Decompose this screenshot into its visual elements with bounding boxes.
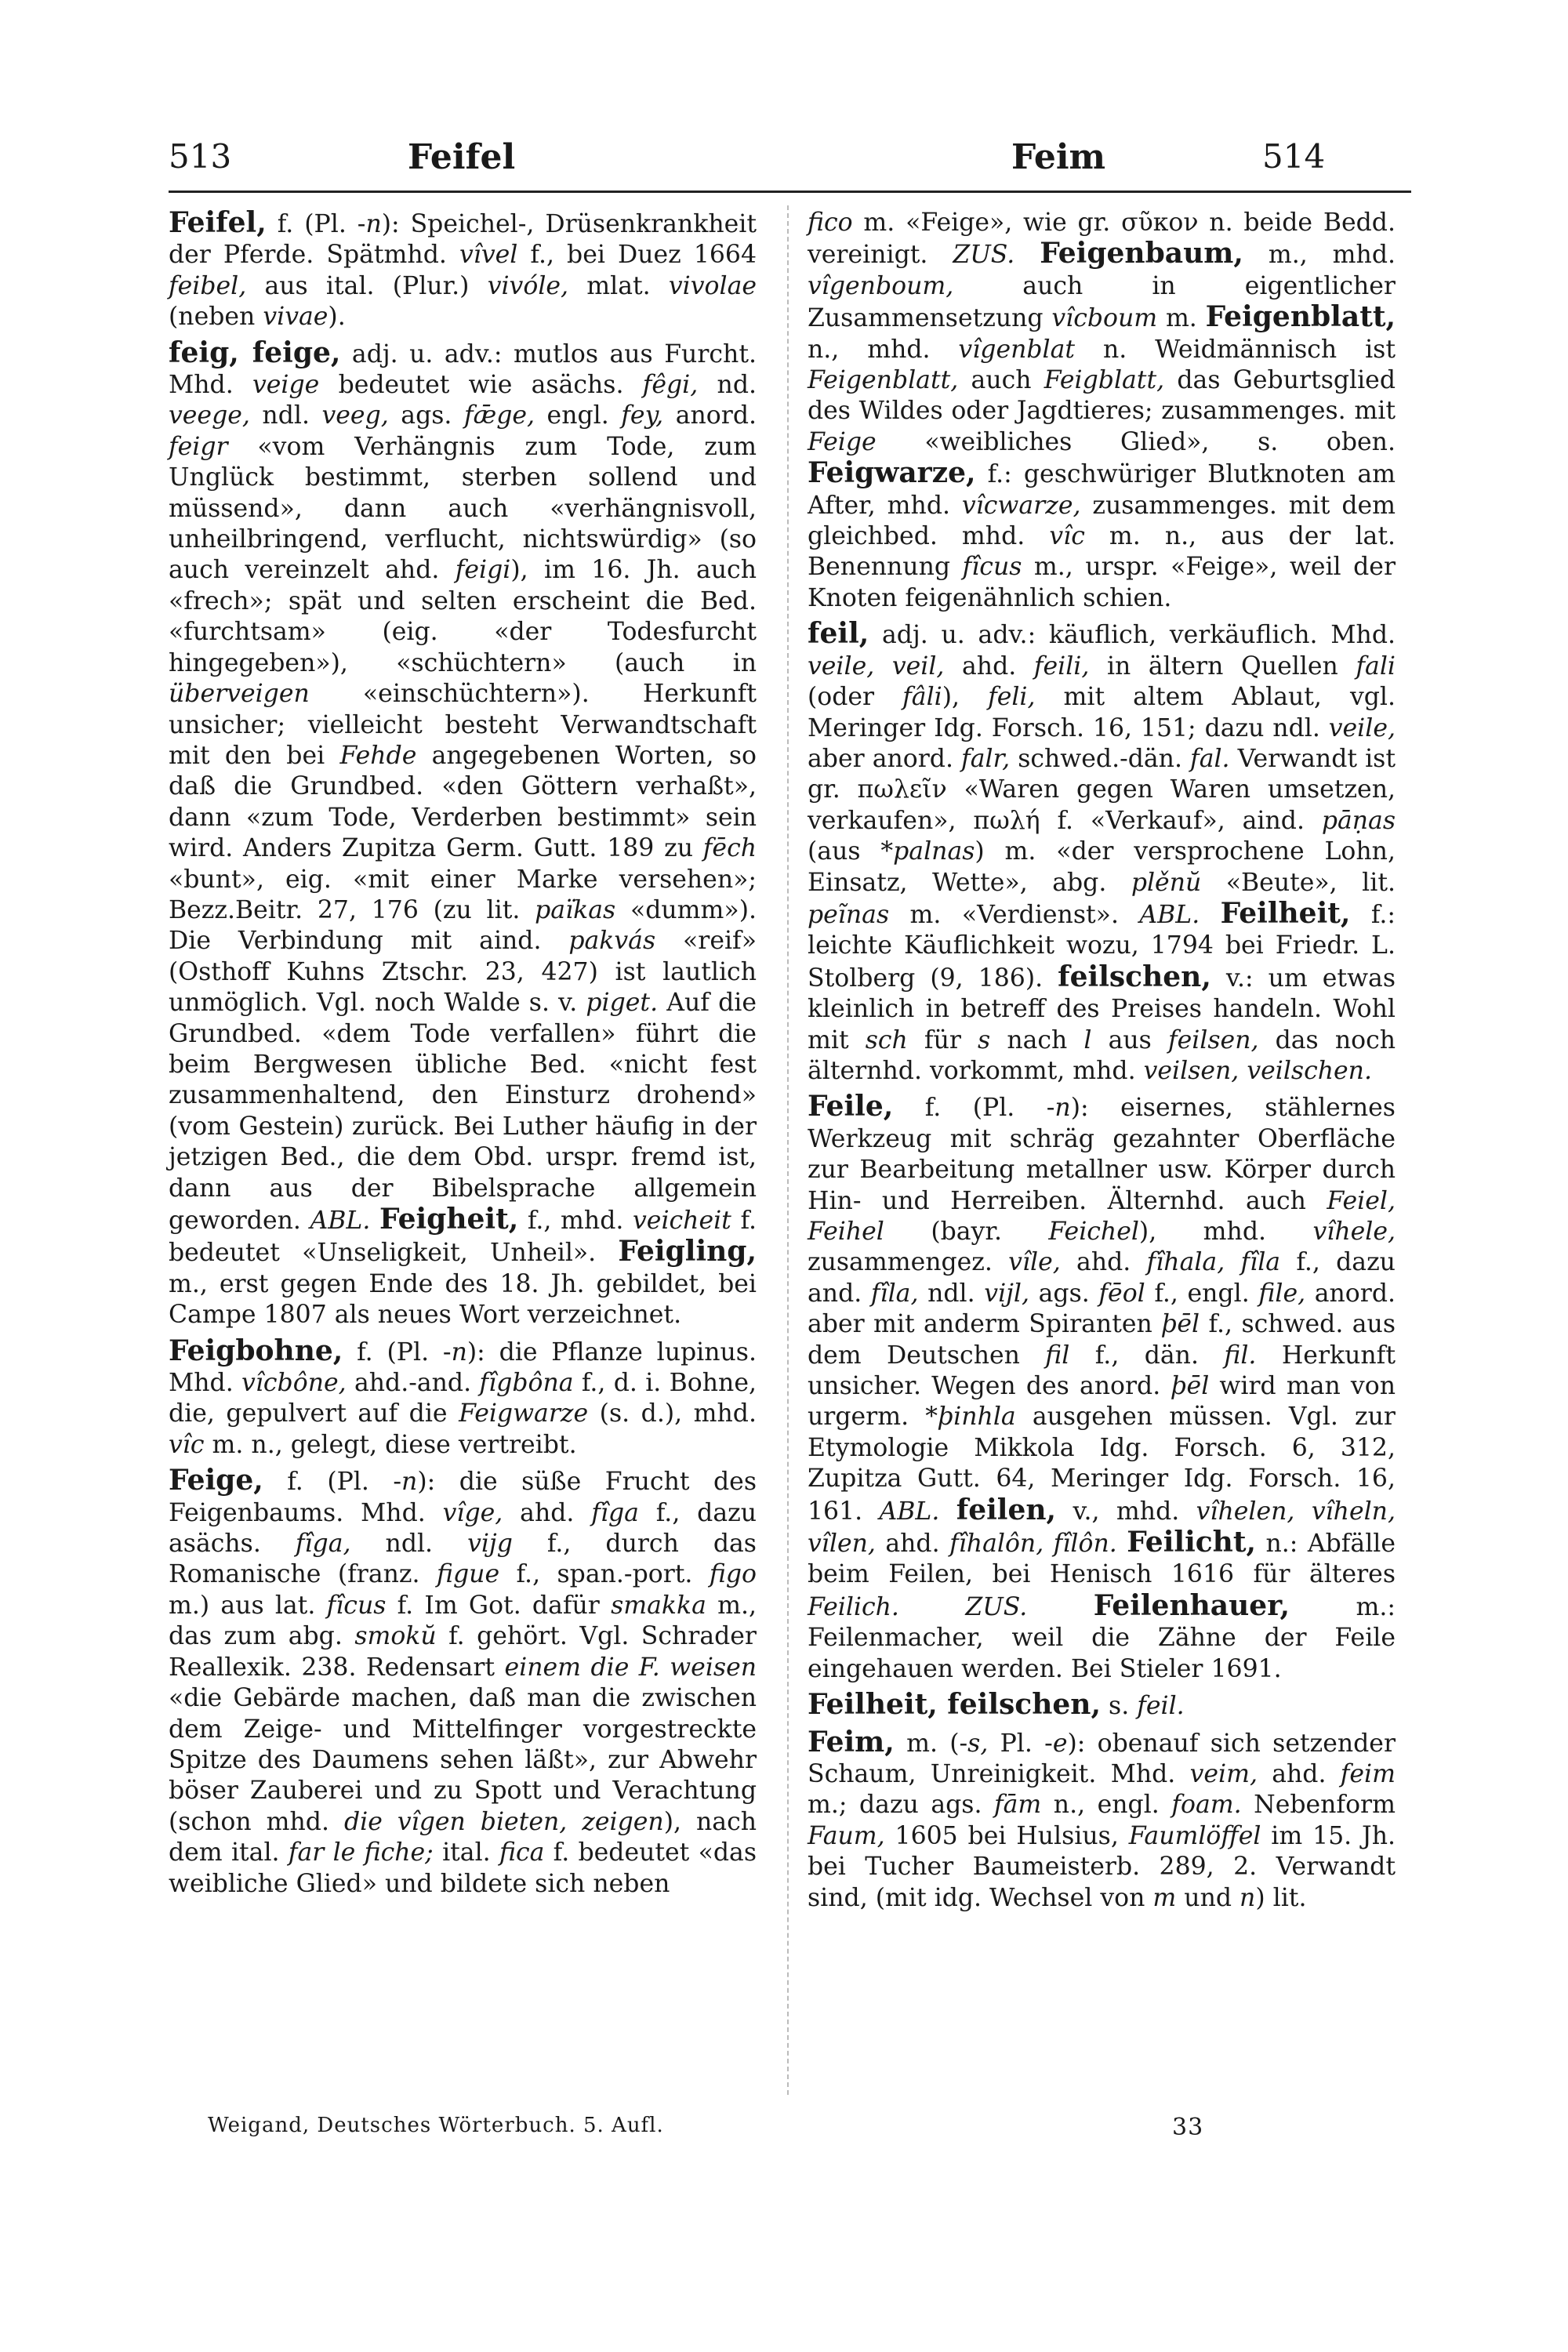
italic-form: feli, [988, 683, 1036, 712]
italic-form: sch [865, 1025, 908, 1054]
entry-text: «Beute», lit. [1201, 868, 1396, 897]
running-headword-left: Feifel [408, 137, 516, 177]
italic-form: pakvás [568, 927, 656, 956]
entry-text: mit altem Ablaut, vgl. Meringer Idg. Forsch. 16, 151; dazu ndl. [808, 683, 1396, 742]
italic-form: piget. [586, 989, 659, 1018]
entry-text: ags. [1029, 1279, 1099, 1308]
italic-form: veile, [1328, 713, 1396, 742]
entry-text: f. (Pl. - [893, 1094, 1055, 1123]
entry-text [370, 1207, 379, 1235]
entry-headword: feig, feige, [169, 336, 341, 369]
italic-form: s, [967, 1729, 989, 1758]
entry-text: f., durch das Romanische (franz. [169, 1530, 757, 1589]
italic-form: fîhala, fîla [1146, 1248, 1281, 1277]
entry-text: anord. [663, 401, 757, 430]
entry-text: f. bedeutet «das weibliche Glied» und bildete sich neben [169, 1838, 757, 1898]
entry-text: ndl. [350, 1530, 468, 1559]
entry-text: ), [942, 683, 989, 712]
italic-form: veicheit [633, 1207, 731, 1235]
entry-text: f., dazu and. [808, 1248, 1396, 1308]
entry-text: f.: geschwüriger Blutknoten am After, mhd. [808, 460, 1396, 520]
italic-form: vîge, [442, 1498, 503, 1527]
entry-text: ahd. [944, 652, 1034, 681]
italic-form: m [1152, 1883, 1177, 1912]
entry-text: m. (- [894, 1729, 968, 1758]
italic-form: fîgbôna [479, 1369, 574, 1398]
italic-form: fēol [1098, 1279, 1145, 1308]
italic-form: veege, [169, 401, 250, 430]
entry-text: m. «Feige», wie gr. σῦκον n. beide Bedd. vereinigt. [808, 209, 1396, 270]
italic-form: vîcboum [1051, 304, 1158, 333]
entry-headword: Feilenhauer, [1093, 1588, 1290, 1622]
italic-form: n [1240, 1883, 1256, 1912]
italic-form: ABL. [1139, 900, 1200, 929]
entry-text: Verwandt ist gr. πωλεῖν «Waren gegen Waren umsetzen, verkaufen», πωλή f. «Verkauf», aind. [808, 744, 1396, 835]
entry-text: aus [1091, 1025, 1168, 1054]
entry-text: f. (Pl. - [343, 1338, 452, 1367]
entry-text: f., schwed. aus dem Deutschen [808, 1310, 1396, 1370]
italic-form: feim [1340, 1759, 1396, 1788]
entry-text: ausgehen müssen. Vgl. zur Etymologie Mikkola Idg. Forsch. 6, 312, Zupitza Gutt. 64, Meringer Idg. Forsch. 16, 161. [808, 1403, 1396, 1526]
italic-form: fǣge, [463, 401, 535, 430]
italic-form: vîc [169, 1430, 205, 1459]
italic-form: vîhele, [1312, 1218, 1396, 1246]
entry-text: m., das zum abg. [169, 1591, 757, 1651]
italic-form: Feilich. [808, 1592, 899, 1621]
entry-text: «reif» (Osthoff Kuhns Ztschr. 23, 427) ist lautlich unmöglich. Vgl. noch Walde s. v. [169, 927, 757, 1018]
entry-text: ahd. [1257, 1759, 1341, 1788]
italic-form: Feige [808, 427, 877, 456]
column-divider [787, 205, 789, 2095]
entry-text: f., d. i. Bohne, die, gepulvert auf die [169, 1369, 757, 1428]
italic-form: feibel, [169, 271, 247, 300]
footer-citation: Weigand, Deutsches Wörterbuch. 5. Aufl. [208, 2114, 664, 2137]
entry-text: ), im 16. Jh. auch «frech»; spät und selten erscheint die Bed. «furchtsam» (eig. «der Todesfurcht hingegeben»), «schüchtern» (auch in [169, 556, 757, 677]
italic-form: vivóle, [487, 271, 569, 300]
page-number-left: 513 [169, 137, 232, 176]
italic-form: feil. [1137, 1692, 1185, 1721]
entry-text: ), nach dem ital. [169, 1807, 757, 1867]
italic-form: plěnŭ [1131, 868, 1202, 897]
signature-number: 33 [1172, 2114, 1204, 2141]
entry-text: f. (Pl. - [263, 1468, 402, 1497]
italic-form: n [401, 1468, 418, 1497]
entry-text: f. gehört. Vgl. Schrader Reallexik. 238. Redensart [169, 1622, 757, 1682]
entry-text: f. bedeutet «Unseligkeit, Unheil». [169, 1207, 757, 1268]
entry-text: Auf die Grundbed. «dem Tode verfallen» führt die beim Bergwesen übliche Bed. «nicht fest zusammenhaltend, den Einsturz drohend» (vom Gestein) zurück. Bei Luther häufig in der jetzigen Bed., die dem Obd. urspr. fremd ist, dann aus der Bibelsprache allgemein geworden. [169, 989, 757, 1235]
entry-text: mlat. [568, 271, 669, 300]
italic-form: falr, [961, 744, 1011, 773]
italic-form: fica [499, 1838, 545, 1867]
entry-text: ): die süße Frucht des Feigenbaums. Mhd. [169, 1468, 757, 1527]
entry-headword: Feilheit, [1220, 896, 1351, 930]
italic-form: Faum, [808, 1821, 885, 1850]
entry-headword: Feim, [808, 1725, 895, 1759]
entry-text: m. n., aus der lat. Benennung [808, 522, 1396, 582]
italic-form: ABL. [879, 1497, 940, 1526]
entry-text: in ältern Quellen [1089, 652, 1356, 681]
entry-text: im 15. Jh. bei Tucher Baumeisterb. 289, 2. Verwandt sind, (mit idg. Wechsel von [808, 1821, 1396, 1912]
entry-text: ): die Pflanze lupinus. Mhd. [169, 1338, 757, 1398]
italic-form: vivolae [668, 271, 757, 300]
italic-form: fâli [902, 683, 942, 712]
entry-text: das noch älternhd. vorkommt, mhd. [808, 1025, 1396, 1085]
italic-form: die vîgen bieten, zeigen [343, 1807, 664, 1836]
italic-form: Feiel, Feihel [808, 1186, 1396, 1246]
entry-text: f., engl. [1145, 1279, 1259, 1308]
italic-form: fîcus [326, 1591, 387, 1620]
running-headword-right: Feim [1011, 137, 1106, 177]
entry-text: ahd. [875, 1530, 950, 1559]
italic-form: n [365, 210, 382, 238]
entry-headword: Feigbohne, [169, 1334, 343, 1367]
entry-text: v., mhd. [1056, 1497, 1196, 1526]
entry-text: m. «Verdienst». [889, 900, 1140, 929]
italic-form: überveigen [169, 680, 310, 709]
entry-text: aber anord. [808, 744, 962, 773]
entry-headword: feilen, [956, 1493, 1057, 1526]
entry-text: f., dän. [1069, 1341, 1225, 1370]
italic-form: vîcbône, [241, 1369, 347, 1398]
entry-text: ndl. [249, 401, 322, 430]
entry-text: Nebenform [1241, 1791, 1396, 1820]
entry-text: bedeutet wie asächs. [319, 371, 643, 400]
italic-form: far le fiche; [288, 1838, 434, 1867]
italic-form: fêgi, [642, 371, 699, 400]
entry-text: zusammengez. [808, 1248, 1009, 1277]
entry-text [899, 1593, 965, 1621]
entry-text: ags. [388, 401, 464, 430]
entry-text: ahd. [1060, 1248, 1147, 1277]
italic-form: vijl, [984, 1279, 1030, 1308]
entry-text: auch [958, 366, 1044, 395]
entry-text [939, 1497, 956, 1526]
italic-form: n [451, 1338, 467, 1367]
italic-form: païkas [535, 895, 616, 924]
entry-text: m. n., gelegt, diese vertreibt. [204, 1430, 577, 1459]
entry-text: v.: um etwas kleinlich in betreff des Preises handeln. Wohl mit [808, 964, 1396, 1054]
entry-text: nach [990, 1025, 1084, 1054]
entry-text: ital. [433, 1838, 499, 1867]
italic-form: s [978, 1025, 991, 1054]
italic-form: l [1083, 1025, 1092, 1054]
entry-headword: feil, [808, 617, 869, 651]
entry-text: engl. [535, 401, 622, 430]
italic-form: vîle, [1008, 1248, 1061, 1277]
entry-text: (neben [169, 303, 263, 332]
italic-form: figue [436, 1560, 500, 1589]
entry-headword: Feile, [808, 1090, 894, 1123]
italic-form: vîhelen, vîheln, vîlen, [808, 1497, 1396, 1559]
italic-form: peĩnas [808, 900, 890, 929]
entry-text: ): Speichel-, Drüsenkrankheit der Pferde. Spätmhd. [169, 210, 757, 270]
entry-headword: Feigwarze, [808, 456, 976, 490]
entry-headword: Feigenbaum, [1040, 237, 1243, 270]
italic-form: vîgenboum, [808, 271, 954, 300]
italic-form: veile, veil, [808, 652, 945, 681]
dictionary-entry [169, 1336, 757, 1461]
italic-form: fām [993, 1791, 1042, 1820]
entry-text: n.: Abfälle beim Feilen, bei Henisch 1616 für älteres [808, 1530, 1396, 1589]
entry-text: f., dazu asächs. [169, 1498, 757, 1559]
italic-form: Feigenblatt, [808, 366, 959, 395]
entry-text: ) lit. [1255, 1883, 1307, 1912]
italic-form: fil [1045, 1341, 1070, 1370]
entry-text: f. Im Got. dafür [386, 1591, 612, 1620]
entry-text: aus ital. (Plur.) [246, 271, 488, 300]
italic-form: pāṇas [1321, 806, 1396, 835]
italic-form: fali [1356, 652, 1396, 681]
entry-text: ): eisernes, stählernes Werkzeug mit schräg gezahnter Oberfläche zur Bearbeitung metallner usw. Körper durch Hin- und Herreiben. Älternhd. auch [808, 1094, 1396, 1215]
entry-headword: Feigenblatt, [1205, 300, 1396, 334]
entry-headword: feilschen, [1058, 960, 1211, 993]
italic-form: feigr [169, 432, 228, 461]
italic-form: fîla, [870, 1279, 919, 1308]
entry-text [1200, 901, 1220, 929]
italic-form: fēch [702, 834, 757, 863]
italic-form: fîga [591, 1498, 639, 1527]
italic-form: þēl [1161, 1310, 1200, 1339]
entry-text: für [907, 1025, 978, 1054]
italic-form: fey, [621, 401, 664, 430]
entry-text: m., mhd. [1243, 241, 1396, 270]
italic-form: Feigblatt, [1044, 366, 1165, 395]
entry-text: f.: leichte Käuflichkeit wozu, 1794 bei Friedr. L. Stolberg (9, 186). [808, 900, 1396, 993]
italic-form: fîhalôn, fîlôn. [949, 1530, 1117, 1559]
entry-headword: Feifel, [169, 206, 267, 239]
entry-headword: Feigling, [618, 1235, 757, 1269]
italic-form: e [1052, 1729, 1068, 1758]
entry-text: ), mhd. [1138, 1218, 1313, 1246]
entry-text: ndl. [918, 1279, 985, 1308]
italic-form: vijg [467, 1530, 513, 1559]
italic-form: fal. [1190, 744, 1230, 773]
entry-text: (oder [808, 683, 903, 712]
entry-text: n., mhd. [808, 335, 959, 364]
entry-text: auch in eigentlicher Zusammensetzung [808, 271, 1396, 333]
entry-text: und [1176, 1883, 1240, 1912]
italic-form: vîvel [459, 241, 518, 270]
dictionary-entry [808, 1727, 1396, 1914]
entry-text: «vom Verhängnis zum Tode, zum Unglück bestimmt, sterben sollend und müssend», dann auch «verhängnisvoll, unheilbringend, verflucht, nichtswürdig» (so auch vereinzelt ahd. [169, 432, 757, 585]
entry-text: schwed.-dän. [1010, 744, 1191, 773]
dictionary-entry [808, 619, 1396, 1087]
entry-text: (aus * [808, 837, 894, 866]
entry-text: «weibliches Glied», s. oben. [876, 427, 1396, 456]
entry-text: wird man von urgerm. * [808, 1372, 1396, 1432]
header-rule [169, 191, 1411, 193]
entry-text [1027, 1593, 1093, 1621]
italic-form: þinhla [938, 1403, 1016, 1432]
entry-text: «bunt», eig. «mit einer Marke versehen»; Bezz.Beitr. 27, 176 (zu lit. [169, 865, 757, 924]
entry-text: s. [1101, 1692, 1138, 1721]
dictionary-entry [808, 208, 1396, 614]
entry-text [1117, 1530, 1127, 1558]
entry-text: n. Weidmännisch ist [1075, 335, 1396, 364]
entry-text: ahd. [503, 1498, 592, 1527]
entry-text: f., bei Duez 1664 [517, 241, 757, 270]
italic-form: palnas [893, 837, 975, 866]
entry-text: m., erst gegen Ende des 18. Jh. gebildet, bei Campe 1807 als neues Wort verzeichnet. [169, 1269, 757, 1330]
italic-form: feili, [1033, 652, 1090, 681]
italic-form: Fehde [339, 741, 417, 770]
dictionary-entry [169, 208, 757, 333]
italic-form: fico [808, 209, 853, 237]
entry-text: zusammenges. mit dem gleichbed. mhd. [808, 491, 1396, 551]
entry-text: 1605 bei Hulsius, [884, 1821, 1129, 1850]
italic-form: einem die F. weisen [504, 1653, 757, 1682]
entry-headword: Feige, [169, 1464, 263, 1497]
italic-form: file, [1258, 1279, 1306, 1308]
italic-form: ABL. [310, 1207, 371, 1235]
italic-form: figo [709, 1560, 757, 1589]
entry-text: m., urspr. «Feige», weil der Knoten feigenähnlich schien. [808, 553, 1396, 612]
right-column [808, 208, 1396, 1918]
entry-text: ): obenauf sich setzender Schaum, Unreinigkeit. Mhd. [808, 1729, 1396, 1788]
italic-form: vivae [263, 303, 328, 332]
italic-form: fil. [1224, 1341, 1257, 1370]
italic-form: Feichel [1048, 1218, 1139, 1246]
entry-text: f., mhd. [518, 1207, 633, 1235]
entry-text: (bayr. [884, 1218, 1049, 1246]
italic-form: fîga, [295, 1530, 351, 1559]
dictionary-entry [808, 1690, 1396, 1722]
italic-form: ZUS. [953, 241, 1015, 270]
entry-text: ). [328, 303, 346, 332]
entry-text: «die Gebärde machen, daß man die zwischen dem Zeige- und Mittelfinger vorgestreckte Spitze des Daumens sehen läßt», zur Abwehr böser Zauberei und zu Spott und Verachtung (schon mhd. [169, 1684, 757, 1836]
entry-text: adj. u. adv.: mutlos aus Furcht. Mhd. [169, 339, 757, 400]
entry-text [1014, 241, 1040, 269]
italic-form: vîgenblat [958, 335, 1076, 364]
italic-form: veige [252, 371, 320, 400]
italic-form: vîcwarze, [961, 491, 1081, 520]
entry-text: Pl. - [988, 1729, 1053, 1758]
entry-text: m.: Feilenmacher, weil die Zähne der Feile eingehauen werden. Bei Stieler 1691. [808, 1592, 1396, 1683]
dictionary-entry [169, 1465, 757, 1900]
entry-text: (s. d.), mhd. [588, 1399, 757, 1428]
entry-text: Herkunft unsicher. Wegen des anord. [808, 1341, 1396, 1401]
left-column [169, 208, 757, 1904]
dictionary-entry [808, 1091, 1396, 1685]
entry-text: m.) aus lat. [169, 1591, 327, 1620]
entry-text: «einschüchtern»). Herkunft unsicher; vielleicht besteht Verwandtschaft mit den bei [169, 680, 757, 770]
entry-text: nd. [698, 371, 757, 400]
dictionary-entry [169, 338, 757, 1331]
italic-form: smakka [611, 1591, 706, 1620]
entry-text: adj. u. adv.: käuflich, verkäuflich. Mhd. [869, 621, 1396, 650]
entry-text: f., span.-port. [499, 1560, 710, 1589]
italic-form: fîcus [962, 553, 1022, 582]
entry-text: ahd.-and. [346, 1369, 480, 1398]
italic-form: veeg, [321, 401, 389, 430]
italic-form: vîc [1049, 522, 1085, 551]
entry-text: m. [1157, 304, 1206, 333]
italic-form: n [1054, 1094, 1071, 1123]
italic-form: Feigwarze [459, 1399, 589, 1428]
italic-form: feigi [455, 556, 511, 585]
entry-text: das Geburtsglied des Wildes oder Jagdtieres; zusammenges. mit [808, 366, 1396, 426]
entry-text: «dumm»). Die Verbindung mit aind. [169, 895, 757, 956]
entry-text: angegebenen Worten, so daß die Grundbed. «den Göttern verhaßt», dann «zum Tode, Verderben bestimmt» sein wird. Anders Zupitza Germ. Gutt. 189 zu [169, 741, 757, 863]
entry-text: anord. aber mit anderm Spiranten [808, 1279, 1396, 1339]
entry-text: f. (Pl. - [266, 210, 366, 238]
entry-headword: Feilicht, [1127, 1526, 1256, 1559]
italic-form: ZUS. [965, 1592, 1028, 1621]
entry-text: ) m. «der versprochene Lohn, Einsatz, Wette», abg. [808, 837, 1396, 897]
italic-form: veim, [1189, 1759, 1258, 1788]
entry-text: n., engl. [1041, 1791, 1172, 1820]
italic-form: smokŭ [354, 1622, 437, 1651]
entry-text: m.; dazu ags. [808, 1791, 994, 1820]
page-number-right: 514 [1262, 137, 1326, 176]
italic-form: þēl [1171, 1372, 1210, 1401]
italic-form: foam. [1171, 1791, 1242, 1820]
entry-headword: Feilheit, feilschen, [808, 1688, 1102, 1722]
entry-headword: Feigheit, [379, 1203, 519, 1236]
italic-form: feilsen, [1167, 1025, 1259, 1054]
italic-form: Faumlöffel [1128, 1821, 1261, 1850]
italic-form: veilsen, veilschen. [1143, 1056, 1372, 1085]
